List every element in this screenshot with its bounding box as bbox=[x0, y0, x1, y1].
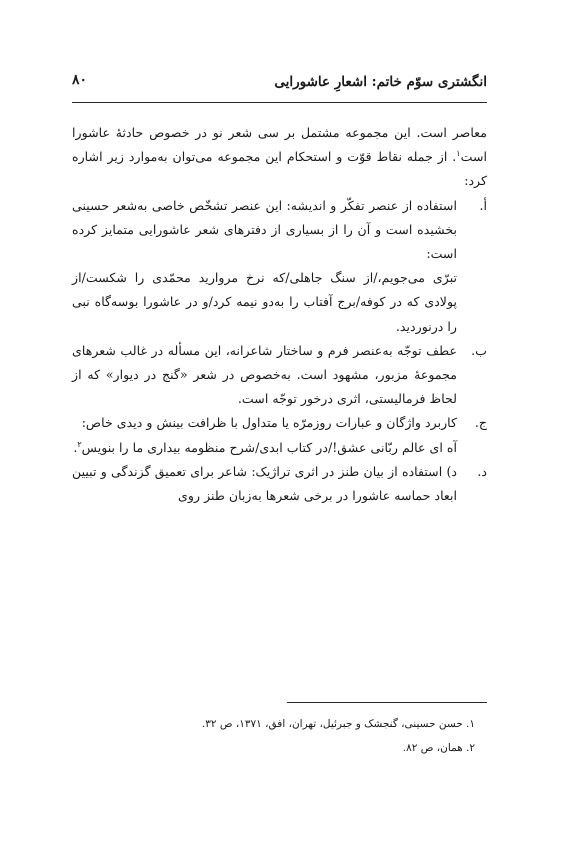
footnotes bbox=[72, 712, 487, 760]
body-text bbox=[72, 121, 487, 508]
intro-line-1: معاصر است. این مجموعه مشتمل بر سی شعر نو در خصوص bbox=[149, 125, 487, 140]
intro-paragraph bbox=[72, 121, 487, 194]
footnote-ref-2: ۲ bbox=[77, 439, 82, 449]
intro-line-2a: حادثهٔ عاشورا است bbox=[72, 125, 487, 165]
list-item-d bbox=[72, 460, 487, 508]
footnote-1: ۱. حسن حسینی، گنجشک و جبرئیل، تهران، افق، ۱۳۷۱، ص ۳۲. bbox=[201, 718, 475, 730]
list-item-text: د) استفاده از بیان طنز در اثری تراژیک: شاعر برای تعمیق گزندگی و تبیین ابعاد حماسه عاشورا در برخی شعرها به‌زبان طنز روی bbox=[72, 463, 457, 504]
list-item-a bbox=[72, 194, 487, 267]
list-item-c bbox=[72, 411, 487, 435]
footnote-2: ۲. همان، ص ۸۲. bbox=[402, 742, 475, 754]
list-marker: ج. bbox=[474, 415, 487, 431]
header-rule bbox=[72, 102, 487, 103]
running-title: انگشتری سوّم خاتم: اشعارِ عاشورایی bbox=[274, 74, 487, 90]
intro-line-3: می‌توان به‌موارد زیر اشاره کرد: bbox=[72, 149, 487, 189]
intro-line-2b: . از جمله نقاط قوّت و استحکام این مجموعه bbox=[217, 149, 457, 165]
list-item-b bbox=[72, 339, 487, 412]
list-item-text: کاربرد واژگان و عبارات روزمرّه یا متداول با ظرافت بینش و دیدی خاص: bbox=[81, 415, 457, 431]
footnote-ref-1: ۱ bbox=[456, 149, 461, 159]
poem-quote-text: آه ای عالم ربّانی عشق!/در کتاب ابدی/شرح منظومه بیداری ما را بنویس bbox=[81, 439, 457, 455]
list-marker: د. bbox=[477, 463, 487, 479]
page-number: ۸۰ bbox=[72, 72, 88, 88]
list-marker: ب. bbox=[471, 342, 487, 358]
poem-quote: تبرّی می‌جویم،/از سنگ جاهلی/که نرخ مروارید محمّدی را شکست/از پولادی که در کوفه/برج آفتاب را به‌دو نیمه کرد/و در عاشورا بوسه‌گاه نبی را درنوردید. bbox=[72, 270, 457, 334]
poem-quote: آه ای عالم ربّانی عشق!/در کتاب ابدی/شرح منظومه بیداری ما را بنویس$^۲$. bbox=[73, 439, 457, 455]
footnote-rule bbox=[287, 702, 487, 703]
list-marker: أ. bbox=[479, 197, 487, 213]
list-item-text: عطف توجّه به‌عنصر فرم و ساختار شاعرانه، این مسأله در غالب شعرهای مجموعهٔ مزبور، مشهود است. به‌خصوص در شعر «گنج در دیوار» که از لحاظ فرمالیستی، اثری درخور توجّه است. bbox=[72, 342, 457, 407]
list-item-text: استفاده از عنصر تفکّر و اندیشه: این عنصر تشخّص خاصی به‌شعر حسینی بخشیده است و آن را از بسیاری از دفترهای شعر عاشورایی متمایز کرده است: bbox=[72, 197, 457, 262]
running-header bbox=[72, 70, 487, 96]
